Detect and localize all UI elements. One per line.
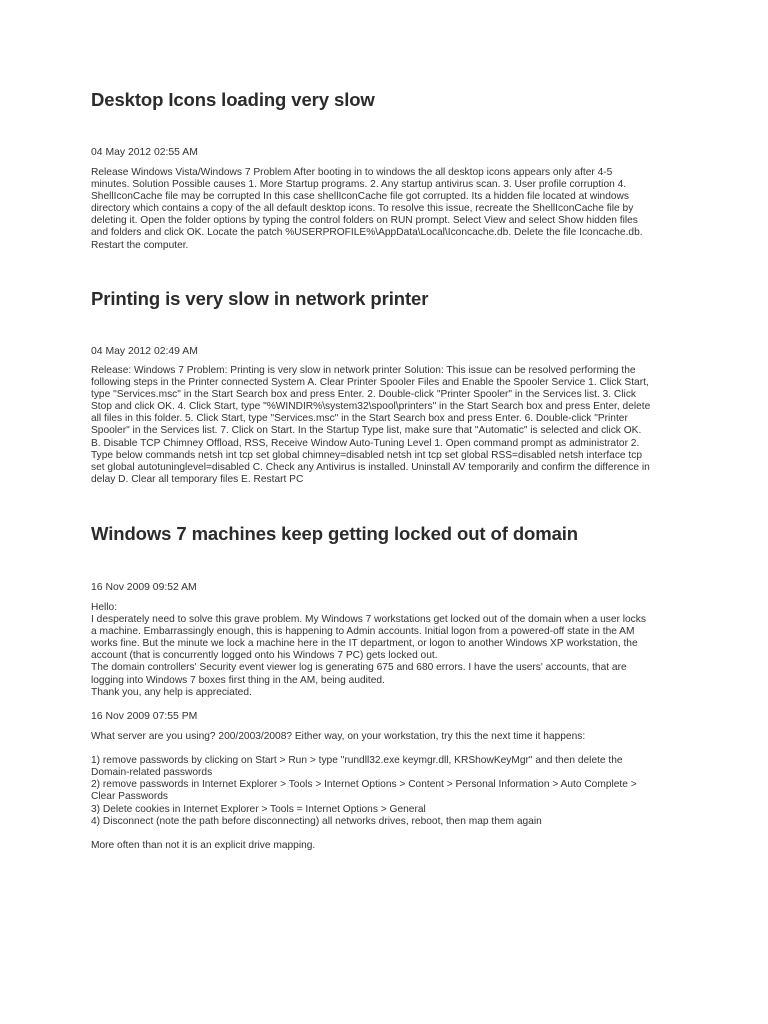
body-line: Spooler" in the Services list. 7. Click on Start. In the Startup Type list, make sure that "Automatic" is selected and click OK.: [91, 425, 642, 437]
post-body: [91, 602, 683, 699]
post-body: [91, 167, 683, 252]
blank-line: [91, 743, 683, 755]
body-line: Hello:: [91, 602, 118, 613]
body-line: B. Disable TCP Chimney Offload, RSS, Receive Window Auto-Tuning Level 1. Open command prompt as administrator 2.: [91, 437, 640, 449]
body-line: directory which contains a copy of the all default desktop icons. To resolve this issue, recreate the ShellIconCache file by: [91, 203, 634, 215]
body-line: 3) Delete cookies in Internet Explorer > Tools = Internet Options > General: [91, 803, 426, 815]
body-line: all files in this folder. 5. Click Start, type "Services.msc" in the Start Search box and press Enter. 6. Double-click "Printer: [91, 413, 628, 425]
body-line: Clear Passwords: [91, 791, 168, 803]
body-line: Domain-related passwords: [91, 767, 213, 779]
body-line: Release Windows Vista/Windows 7 Problem After booting in to windows the all desktop icons appears only after 4-5: [91, 167, 613, 178]
body-line: Restart the computer.: [91, 239, 189, 251]
body-line: I desperately need to solve this grave problem. My Windows 7 workstations get locked out of the domain when a user locks: [91, 614, 646, 626]
post-timestamp: 16 Nov 2009 09:52 AM: [91, 582, 197, 593]
post-title-locked-out: Windows 7 machines keep getting locked out of domain: [91, 523, 579, 544]
body-line: Type below commands netsh int tcp set global chimney=disabled netsh int tcp set global RSS=disabled netsh interface tcp: [91, 449, 643, 461]
body-line: More often than not it is an explicit drive mapping.: [91, 839, 316, 851]
body-line: and folders and click OK. Locate the patch %USERPROFILE%\AppData\Local\Iconcache.db. Delete the file Iconcache.db.: [91, 227, 643, 239]
body-line: a machine. Embarrassingly enough, this is happening to Admin accounts. Initial logon from a powered-off state in the AM: [91, 626, 635, 638]
body-line: delay D. Clear all temporary files E. Restart PC: [91, 473, 304, 485]
body-line: The domain controllers' Security event viewer log is generating 675 and 680 errors. I have the users' accounts, that are: [91, 662, 627, 674]
body-line: minutes. Solution Possible causes 1. More Startup programs. 2. Any startup antivirus scan. 3. User profile corruption 4.: [91, 179, 627, 191]
body-line: 1) remove passwords by clicking on Start > Run > type "rundll32.exe keymgr.dll, KRShowKeyMgr" and then delete the: [91, 755, 623, 767]
body-line: following steps in the Printer connected System A. Clear Printer Spooler Files and Enable the Spooler Service 1. Click Start,: [91, 377, 649, 389]
post-timestamp: 04 May 2012 02:55 AM: [91, 147, 198, 158]
body-line: logging into Windows 7 boxes first thing in the AM, being audited.: [91, 674, 385, 686]
post-body: [91, 365, 683, 486]
body-line: deleting it. Open the folder options by typing the control folders on RUN prompt. Select View and select Show hidden files: [91, 215, 638, 227]
body-line: 2) remove passwords in Internet Explorer > Tools > Internet Options > Content > Personal Information > Auto Complete >: [91, 779, 637, 791]
body-line: Release: Windows 7 Problem: Printing is very slow in network printer Solution: This issue can be resolved performing the: [91, 365, 636, 376]
reply-body: [91, 731, 683, 852]
post-title-desktop-icons: Desktop Icons loading very slow: [91, 89, 375, 110]
reply-timestamp: 16 Nov 2009 07:55 PM: [91, 711, 198, 722]
body-line: account (that is concurrently logged onto his Windows 7 PC) gets locked out.: [91, 650, 438, 662]
blank-line: [91, 828, 683, 840]
post-timestamp: 04 May 2012 02:49 AM: [91, 346, 198, 357]
body-line: 4) Disconnect (note the path before disconnecting) all networks drives, reboot, then map them again: [91, 815, 542, 827]
body-line: type "Services.msc" in the Start Search box and press Enter. 2. Double-click "Printer Spooler" in the Services list. 3. Click: [91, 389, 637, 401]
body-line: What server are you using? 200/2003/2008? Either way, on your workstation, try this the next time it happens:: [91, 731, 586, 742]
body-line: Thank you, any help is appreciated.: [91, 686, 252, 698]
post-title-printing-slow: Printing is very slow in network printer: [91, 288, 429, 309]
body-line: ShellIconCache file may be corrupted In this case shellIconCache file got corrupted. Its a hidden file located at windows: [91, 191, 629, 203]
body-line: set global autotuninglevel=disabled C. Check any Antivirus is installed. Uninstall AV temporarily and confirm the difference in: [91, 461, 650, 473]
body-line: works fine. But the minute we lock a machine here in the IT department, or logon to another Windows XP workstation, the: [91, 638, 638, 650]
body-line: Stop and click OK. 4. Click Start, type "%WINDIR%\system32\spool\printers" in the Start Search box and press Enter, delete: [91, 401, 651, 413]
